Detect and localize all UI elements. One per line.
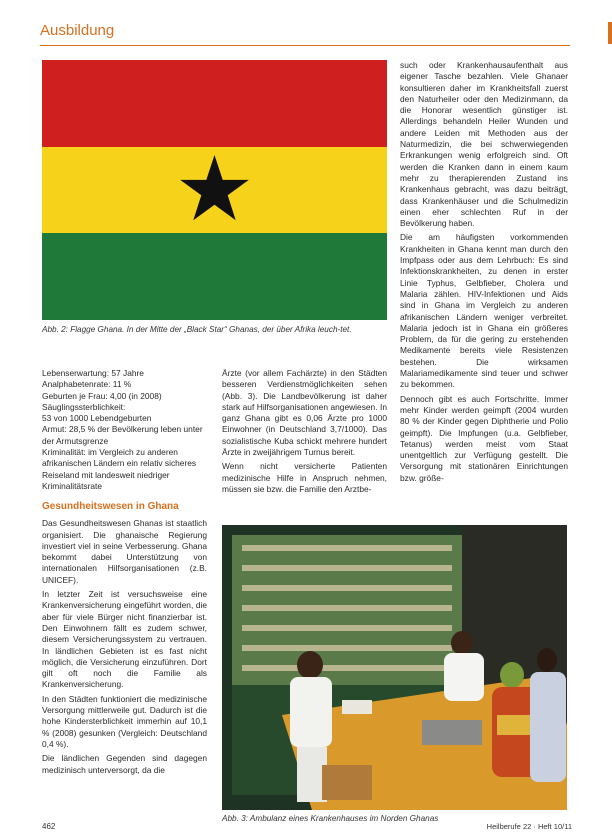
- edge-marker: [608, 22, 612, 44]
- fact-item: Lebenserwartung: 57 Jahre: [42, 368, 144, 378]
- body-paragraph: Ärzte (vor allem Fachärzte) in den Städten besseren Verdienstmöglichkeiten sehen (Abb. 3). Die Landbevölkerung ist daher stark auf Hilfsorganisationen angewiesen. In ganz Ghana gibt es 0,06 Ärzte pro 1000 Einwohner (in Deutschland 3,7/1000). Das sozialistische Kuba schickt mehrere hundert Ärzte in zweijährigem Turnus bereit.: [222, 368, 387, 458]
- body-paragraph: Die ländlichen Gegenden sind dagegen medizinisch unterversorgt, da die: [42, 753, 207, 775]
- fact-item: Analphabetenrate: 11 %: [42, 379, 132, 390]
- section-title: Ausbildung: [40, 22, 115, 39]
- clinic-photo: [222, 525, 567, 810]
- figure-2-caption: Abb. 2: Flagge Ghana. In der Mitte der „Black Star“ Ghanas, der über Afrika leuch-tet.: [42, 325, 352, 334]
- section-subheading: Gesundheitswesen in Ghana: [42, 501, 179, 513]
- fact-item: Säuglingssterblichkeit:: [42, 401, 126, 412]
- ghana-flag-image: [42, 60, 387, 320]
- page-number: 462: [42, 822, 56, 831]
- body-paragraph: In letzter Zeit ist versuchsweise eine Krankenversicherung eingeführt worden, die aber für viele Bürger nicht finanzierbar ist. Den Einwohnern fällt es zudem schwer, diesem Versicherungssystem zu vertrauen. In ländlichen Gebieten ist es fast nicht möglich, die Versicherung einzuführen. Dort gilt oft noch die Familie als Krankenversicherung.: [42, 589, 207, 690]
- body-paragraph: Die am häufigsten vorkommenden Krankheiten in Ghana kennt man durch den Impfpass oder aus dem Lehrbuch: Es sind Infektionskrankheiten, zu denen in erster Linie Typhus, Gelbfieber, Cholera und Malaria zählen. HIV-Infektionen und Aids sind in Ghana im Vergleich zu anderen afrikanischen Ländern weniger verbreitet. Malaria jedoch ist in Ghana ein größeres Problem, da für die gering zu erstehenden Medikamente bereits viele Resistenzen bestehen. Die wirksamen Malariamedikamente sind teuer und schwer zu bekommen.: [400, 232, 568, 390]
- fact-item: Kriminalität: im Vergleich zu anderen afrikanischen Ländern ein relativ sicheres Reiseland mit landesweit niedriger Kriminalitätsrate: [42, 447, 197, 491]
- magazine-footer: Heilberufe 22 · Heft 10/11: [486, 822, 572, 831]
- black-star-icon: [42, 60, 387, 320]
- fact-item: Geburten je Frau: 4,00 (in 2008): [42, 390, 162, 401]
- body-paragraph: In den Städten funktioniert die medizinische Versorgung mittlerweile gut. Dadurch ist die hohe Kindersterblichkeit immerhin auf 10,1 % (2008) gesunken (Vergleich: Deutschland 0,4 %).: [42, 693, 207, 749]
- body-paragraph: Wenn nicht versicherte Patienten medizinische Hilfe in Anspruch nehmen, müssen sie bzw. die Familie den Arztbe-: [222, 461, 387, 494]
- figure-3-caption: Abb. 3: Ambulanz eines Krankenhauses im Norden Ghanas: [222, 814, 439, 823]
- column-middle: [222, 368, 387, 498]
- body-paragraph: such oder Krankenhausaufenthalt aus eigener Tasche bezahlen. Viele Ghanaer konsultieren daher im Krankheitsfall zuerst den Naturheiler oder den Medizinmann, da die Honorar wesentlich günstiger ist. Allerdings behandeln Heiler Wunden und andere Leiden mit Methoden aus der Naturmedizin, die bei schwerwiegenden Erkrankungen wenig erfolgreich sind. Oft werden die Kranken dann in einem kaum mehr zu therapierenden Zustand ins Krankenhaus gebracht, was dazu beiträgt, dass Krankenhäuser und die Schulmedizin einen eher schlechten Ruf in der Bevölkerung haben.: [400, 60, 568, 229]
- header-divider: [40, 45, 570, 46]
- column-left: [42, 368, 207, 779]
- column-right: [400, 60, 568, 487]
- facts-list: [42, 368, 207, 492]
- body-paragraph: Das Gesundheitswesen Ghanas ist staatlich organisiert. Die ghanaische Regierung investiert viel in seine Verbesserung. Ghana bekommt dabei Unterstützung von internationalen Hilfsorganisationen (z.B. UNICEF).: [42, 518, 207, 585]
- body-paragraph: Dennoch gibt es auch Fortschritte. Immer mehr Kinder werden geimpft (2004 wurden 80 % der Kinder gegen Diphtherie und Polio geimpft). Die Impfungen (u.a. Gelbfieber, Tetanus) werden meist vom Staat unentgeltlich zur Verfügung gestellt. Die Versorgung mit stationären Einrichtungen bzw. größe-: [400, 393, 568, 483]
- fact-item: Armut: 28,5 % der Bevölkerung leben unter der Armutsgrenze: [42, 424, 203, 446]
- fact-item: 53 von 1000 Lebendgeburten: [42, 413, 152, 424]
